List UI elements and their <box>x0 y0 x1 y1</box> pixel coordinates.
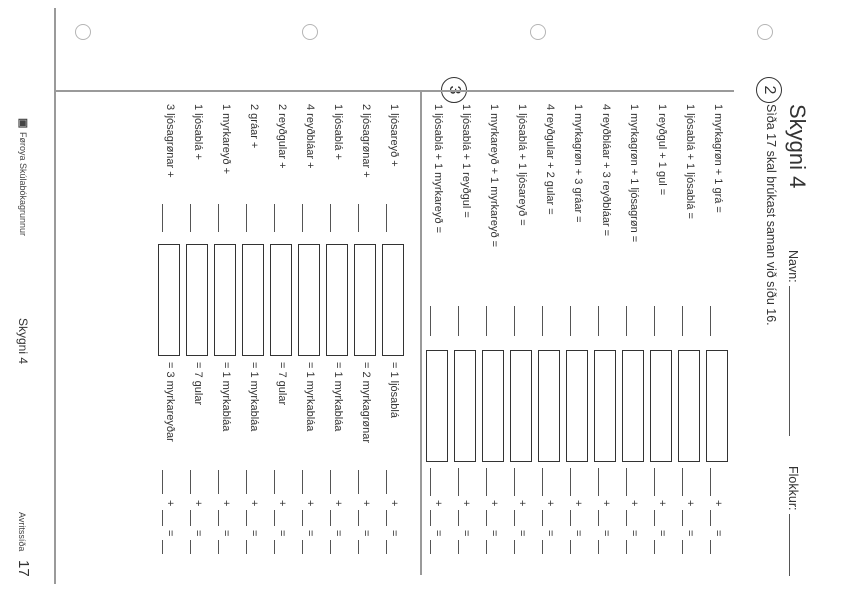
plus-sign: + <box>656 500 668 507</box>
answer-line[interactable] <box>430 468 431 496</box>
equals-sign: = <box>684 530 696 537</box>
footer-book-title: Skygni 4 <box>16 318 30 365</box>
equals-sign: = <box>388 530 400 537</box>
answer-line[interactable] <box>598 306 599 336</box>
color-box[interactable] <box>298 244 320 356</box>
equation-text: 1 myrkagrøn + 1 grá = <box>712 104 724 213</box>
answer-line[interactable] <box>486 306 487 336</box>
equation-start: 2 ljósagrønar + <box>360 104 372 178</box>
frame-side <box>54 90 734 92</box>
answer-line[interactable] <box>358 540 359 554</box>
answer-line[interactable] <box>274 204 275 232</box>
plus-sign: + <box>164 500 176 507</box>
answer-line[interactable] <box>542 510 543 526</box>
answer-line[interactable] <box>710 306 711 336</box>
section-divider <box>421 90 423 575</box>
answer-line[interactable] <box>246 510 247 526</box>
answer-line[interactable] <box>302 470 303 494</box>
color-box[interactable] <box>382 244 404 356</box>
plus-sign: + <box>712 500 724 507</box>
answer-line[interactable] <box>458 306 459 336</box>
answer-line[interactable] <box>654 306 655 336</box>
equals-sign: = <box>460 530 472 537</box>
equation-text: 1 reyðgul + 1 gul = <box>656 104 668 196</box>
group-label: Flokkur: <box>786 466 800 576</box>
equals-sign: = <box>628 530 640 537</box>
equation-result: = 7 gular <box>276 362 288 406</box>
color-box[interactable] <box>678 350 700 462</box>
answer-line[interactable] <box>430 306 431 336</box>
equation-text: 1 myrkagrøn + 3 gráar = <box>572 104 584 223</box>
answer-line[interactable] <box>514 306 515 336</box>
color-box[interactable] <box>326 244 348 356</box>
equals-sign: = <box>192 530 204 537</box>
answer-line[interactable] <box>626 510 627 526</box>
answer-line[interactable] <box>598 510 599 526</box>
equals-sign: = <box>276 530 288 537</box>
answer-line[interactable] <box>218 204 219 232</box>
equals-sign: = <box>572 530 584 537</box>
answer-line[interactable] <box>570 306 571 336</box>
instruction-text: Sìða 17 skal brúkast saman við síðu 16. <box>764 104 778 326</box>
plus-sign: + <box>572 500 584 507</box>
answer-line[interactable] <box>654 510 655 526</box>
answer-line[interactable] <box>682 510 683 526</box>
sheet-title: Skygni 4 <box>785 104 810 189</box>
publisher-logo-icon: ▣ <box>17 118 29 129</box>
answer-line[interactable] <box>654 468 655 496</box>
answer-line[interactable] <box>330 470 331 494</box>
answer-line[interactable] <box>386 470 387 494</box>
answer-line[interactable] <box>330 204 331 232</box>
answer-line[interactable] <box>514 540 515 554</box>
equals-sign: = <box>600 530 612 537</box>
publisher-name: Føroya Skúlabókagrunnur <box>18 132 28 237</box>
equation-text: 4 reyðgular + 2 gular = <box>544 104 556 215</box>
answer-line[interactable] <box>542 306 543 336</box>
equals-sign: = <box>488 530 500 537</box>
answer-line[interactable] <box>626 468 627 496</box>
answer-line[interactable] <box>246 540 247 554</box>
answer-line[interactable] <box>302 540 303 554</box>
answer-line[interactable] <box>682 468 683 496</box>
plus-sign: + <box>628 500 640 507</box>
answer-line[interactable] <box>486 468 487 496</box>
color-box[interactable] <box>538 350 560 462</box>
name-field[interactable] <box>789 286 790 436</box>
answer-line[interactable] <box>542 468 543 496</box>
equals-sign: = <box>516 530 528 537</box>
equation-start: 1 myrkareyð + <box>220 104 232 174</box>
page-number: 17 <box>15 560 32 577</box>
answer-line[interactable] <box>682 540 683 554</box>
color-box[interactable] <box>706 350 728 462</box>
equals-sign: = <box>220 530 232 537</box>
equation-start: 2 gráar + <box>248 104 260 149</box>
plus-sign: + <box>432 500 444 507</box>
answer-line[interactable] <box>486 540 487 554</box>
equals-sign: = <box>360 530 372 537</box>
color-box[interactable] <box>242 244 264 356</box>
equals-sign: = <box>432 530 444 537</box>
answer-line[interactable] <box>386 540 387 554</box>
answer-line[interactable] <box>358 204 359 232</box>
answer-line[interactable] <box>274 510 275 526</box>
plus-sign: + <box>600 500 612 507</box>
equation-result: = 7 gular <box>192 362 204 406</box>
answer-line[interactable] <box>486 510 487 526</box>
equation-start: 1 ljósareyð + <box>388 104 400 167</box>
answer-line[interactable] <box>514 510 515 526</box>
answer-line[interactable] <box>710 540 711 554</box>
answer-line[interactable] <box>430 540 431 554</box>
answer-line[interactable] <box>190 510 191 526</box>
plus-sign: + <box>276 500 288 507</box>
equation-result: = 3 myrkareyðar <box>164 362 176 442</box>
plus-sign: + <box>388 500 400 507</box>
answer-line[interactable] <box>190 470 191 494</box>
plus-sign: + <box>516 500 528 507</box>
color-box[interactable] <box>158 244 180 356</box>
answer-line[interactable] <box>458 510 459 526</box>
plus-sign: + <box>460 500 472 507</box>
answer-line[interactable] <box>162 470 163 494</box>
answer-line[interactable] <box>430 510 431 526</box>
answer-line[interactable] <box>570 468 571 496</box>
equals-sign: = <box>164 530 176 537</box>
color-box[interactable] <box>186 244 208 356</box>
equals-sign: = <box>304 530 316 537</box>
answer-line[interactable] <box>682 306 683 336</box>
equation-result: = 1 myrkabláa <box>248 362 260 432</box>
equation-start: 1 ljósablá + <box>192 104 204 160</box>
answer-line[interactable] <box>542 540 543 554</box>
answer-line[interactable] <box>274 540 275 554</box>
answer-line[interactable] <box>458 540 459 554</box>
answer-line[interactable] <box>386 510 387 526</box>
answer-line[interactable] <box>358 510 359 526</box>
answer-line[interactable] <box>598 540 599 554</box>
plus-sign: + <box>684 500 696 507</box>
equation-text: 1 ljósablá + 1 ljósareyð = <box>516 104 528 226</box>
answer-line[interactable] <box>302 204 303 232</box>
equals-sign: = <box>656 530 668 537</box>
answer-line[interactable] <box>162 540 163 554</box>
plus-sign: + <box>248 500 260 507</box>
answer-line[interactable] <box>458 468 459 496</box>
equals-sign: = <box>248 530 260 537</box>
answer-line[interactable] <box>218 510 219 526</box>
plus-sign: + <box>220 500 232 507</box>
answer-line[interactable] <box>162 510 163 526</box>
answer-line[interactable] <box>626 540 627 554</box>
color-box[interactable] <box>566 350 588 462</box>
equation-start: 2 reyðgular + <box>276 104 288 169</box>
equation-text: 1 ljósablá + 1 myrkareyð = <box>432 104 444 234</box>
answer-line[interactable] <box>330 510 331 526</box>
plus-sign: + <box>488 500 500 507</box>
exercise-2-number: 2 <box>756 77 782 103</box>
answer-line[interactable] <box>190 204 191 232</box>
equals-sign: = <box>544 530 556 537</box>
plus-sign: + <box>332 500 344 507</box>
answer-line[interactable] <box>246 470 247 494</box>
answer-line[interactable] <box>570 540 571 554</box>
answer-line[interactable] <box>162 204 163 232</box>
equation-result: = 1 myrkabláa <box>332 362 344 432</box>
plus-sign: + <box>544 500 556 507</box>
answer-line[interactable] <box>302 510 303 526</box>
answer-line[interactable] <box>218 470 219 494</box>
answer-line[interactable] <box>358 470 359 494</box>
plus-sign: + <box>304 500 316 507</box>
color-box[interactable] <box>622 350 644 462</box>
equation-text: 1 ljósablá + 1 ljósablá = <box>684 104 696 219</box>
answer-line[interactable] <box>626 306 627 336</box>
footer-section: Avritssíða <box>17 512 27 552</box>
color-box[interactable] <box>426 350 448 462</box>
equation-text: 1 ljósablá + 1 reyðgul = <box>460 104 472 218</box>
name-label: Navn: <box>786 250 800 436</box>
answer-line[interactable] <box>598 468 599 496</box>
equation-start: 3 ljósagrønar + <box>164 104 176 178</box>
color-box[interactable] <box>510 350 532 462</box>
equation-text: 1 myrkagrøn + 1 ljósagrøn = <box>628 104 640 243</box>
equation-start: 4 reyðbláar + <box>304 104 316 169</box>
answer-line[interactable] <box>218 540 219 554</box>
color-box[interactable] <box>354 244 376 356</box>
answer-line[interactable] <box>710 468 711 496</box>
equation-text: 1 myrkareyð + 1 myrkareyð = <box>488 104 500 248</box>
color-box[interactable] <box>214 244 236 356</box>
color-box[interactable] <box>454 350 476 462</box>
group-field[interactable] <box>789 514 790 576</box>
equation-result: = 2 myrkagrønar <box>360 362 372 443</box>
answer-line[interactable] <box>654 540 655 554</box>
answer-line[interactable] <box>710 510 711 526</box>
frame-bottom <box>55 8 57 584</box>
answer-line[interactable] <box>190 540 191 554</box>
plus-sign: + <box>360 500 372 507</box>
answer-line[interactable] <box>246 204 247 232</box>
equation-result: = 1 myrkabláa <box>220 362 232 432</box>
equation-result: = 1 ljósablá <box>388 362 400 418</box>
answer-line[interactable] <box>386 204 387 232</box>
color-box[interactable] <box>482 350 504 462</box>
equation-start: 1 ljósablá + <box>332 104 344 160</box>
equation-text: 4 reyðbláar + 3 reyðbláar = <box>600 104 612 237</box>
answer-line[interactable] <box>570 510 571 526</box>
equals-sign: = <box>332 530 344 537</box>
color-box[interactable] <box>594 350 616 462</box>
color-box[interactable] <box>270 244 292 356</box>
answer-line[interactable] <box>274 470 275 494</box>
answer-line[interactable] <box>330 540 331 554</box>
answer-line[interactable] <box>514 468 515 496</box>
equation-result: = 1 myrkabláa <box>304 362 316 432</box>
color-box[interactable] <box>650 350 672 462</box>
equals-sign: = <box>712 530 724 537</box>
plus-sign: + <box>192 500 204 507</box>
